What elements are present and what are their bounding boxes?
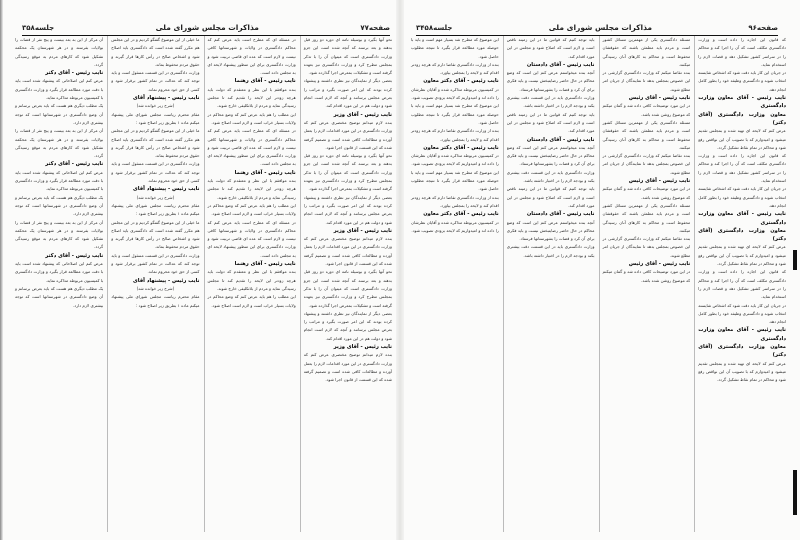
speaker-heading: معاون وزارت دادگستری (آقای دکتر) (698, 111, 786, 126)
page-number: صفحه۷۷ (360, 24, 390, 32)
speaker-heading: نایب رئیس - آقای رهنما (234, 169, 296, 176)
body-paragraph: در مسئله ای که مطرح است باید عرض کنم که محاکم دادگستری در ولایات و شهرستانها کافی نیست و لازم است که عده ای قاضی تربیت شود و وزارت دادگستری برای این منظور پیشنهاد لایحه ای به مجلس داده است. (207, 37, 296, 76)
session-number: جلسه۳۴۵۸ (416, 24, 453, 32)
body-paragraph: آن مرکز از این به بعد بیست و پنج نفر از قضات را بولایات بفرستد و در هر شهرستان یک محکمه تشکیل شود که کارهای مردم به موقع رسیدگی گردد. (15, 219, 104, 250)
body-paragraph: مقام محترم ریاست مجلس شورای ملی پیشنهاد میکنم ماده ۱ بطریق زیر اصلاح شود : (111, 294, 200, 308)
speaker-heading: نایب رئیس - پیشنهاد آقای (133, 277, 200, 284)
body-paragraph: که قانون این اجازه را داده است و وزارت دادگستری مکلف است که آن را اجرا کند و محاکم را در سراسر کشور تشکیل دهد و قضات لازم را استخدام نماید. (698, 37, 786, 67)
stage-note: (شرح زیر خوانده شد) (136, 194, 175, 200)
speaker-heading: نایب رئیس - آقای وزیر (333, 111, 392, 118)
speaker-heading: نایب رئیس - آقای دادستان (526, 136, 595, 143)
body-paragraph: وزارت دادگستری در این قسمت مسئول است و باید توجه کند که عدالت در تمام کشور برقرار شود و کسی از حق خود محروم نماند. (111, 252, 200, 275)
body-paragraph: بنده موافقم با این نظر و معتقدم که دولت باید هرچه زودتر این لایحه را تقدیم کند تا مجلس رسیدگی نماید و مردم از بلاتکلیفی خارج شوند. (207, 86, 296, 109)
speaker-heading: نایب رئیس - آقای وزیر (333, 343, 392, 350)
text-column (204, 36, 296, 532)
speaker-heading: معاون وزارت دادگستری (آقای دکتر) (698, 227, 786, 243)
speaker-heading: نایب رئیس - آقای رهنما (234, 261, 296, 268)
body-paragraph: در جریان این کار باید دقت شود که اشخاص شایسته انتخاب شوند و دادگستری وظیفه خود را بطور کامل انجام دهد. (698, 70, 786, 92)
left-page (0, 0, 398, 540)
body-paragraph: در کمیسیون مربوطه مذاکره شده و آقایان نظرشان را داده اند و امیدواریم که لایحه بزودی تصویب شود. (411, 153, 499, 167)
page-number: صفحه۹۶ (748, 24, 778, 32)
body-paragraph: وزارت دادگستری در این قسمت مسئول است و باید توجه کند که عدالت در تمام کشور برقرار شود و کسی از حق خود محروم نماند. (111, 70, 200, 92)
body-paragraph: وزارت دادگستری باید در این قسمت دقت بیشتری بکند و بودجه لازم را در اختیار داشته باشد. (506, 244, 595, 258)
speaker-heading: نایب رئیس - آقای دکتر معاون (423, 211, 499, 218)
speaker-heading: نایب رئیس - آقای معاون وزارت دادگستری (698, 95, 786, 110)
body-paragraph: ما خیلی از این موضوع گفتگو کردیم و در این مجلس هم مکرر گفته شده است که دادگستری باید اصلاح شود و اشخاص صالح در رأس کارها قرار گیرند و حقوق مردم محفوظ بماند. (111, 37, 200, 67)
body-paragraph: آن مرکز از این به بعد بیست و پنج نفر از قضات را بولایات بفرستد و در هر شهرستان یک محکمه تشکیل شود که کارهای مردم به موقع رسیدگی گردد. (15, 37, 104, 67)
body-paragraph: آن مرکز از این به بعد بیست و پنج نفر از قضات را بولایات بفرستد و در هر شهرستان یک محکمه تشکیل شود که کارهای مردم به موقع رسیدگی گردد. (15, 128, 104, 159)
body-paragraph: بنده لازم میدانم توضیح مختصری عرض کنم که وزارت دادگستری در این مورد اقدامات لازم را بعمل آورده و مطالعات کافی شده است و تصمیم گرفته شده که این قسمت از قانون اجرا شود. (303, 236, 392, 267)
body-paragraph: ما خیلی از این موضوع گفتگو کردیم و در این مجلس هم مکرر گفته شده است که دادگستری باید اصلاح شود و اشخاص صالح در رأس کارها قرار گیرند و حقوق مردم محفوظ بماند. (111, 219, 200, 250)
body-paragraph: عرض کنم این اصلاحاتی که پیشنهاد شده است باید با دقت مورد مطالعه قرار بگیرد و وزارت دادگستری با کمیسیون مربوطه مذاکره نماید. (15, 78, 104, 101)
text-column (503, 36, 595, 532)
body-paragraph: بعضی دیگر از نمایندگان نیز نظری داشتند و پیشنهاد کرده بودند که این امر صورت بگیرد و مراتب را بعرض مجلس برسانند و آنچه که لازم است انجام شود و دولت هم در این مورد اقدام کند. (303, 194, 392, 225)
body-paragraph: یک مطلب دیگری هم هست که باید بعرض برسانم و آن وضع دادگستری در شهرستانها است که توجه بیشتری لازم دارد. (15, 285, 104, 308)
body-paragraph: عرض کنم که لایحه ای تهیه شده و بمجلس تقدیم میشود و امیدوارم که با تصویب آن این نواقص رفع شود و محاکم در تمام نقاط تشکیل گردد. (698, 360, 786, 383)
body-paragraph: عرض کنم این اصلاحاتی که پیشنهاد شده است باید با دقت مورد مطالعه قرار بگیرد و وزارت دادگستری با کمیسیون مربوطه مذاکره نماید. (15, 169, 104, 192)
text-column (694, 36, 786, 532)
body-paragraph: در این مورد توضیحات کافی داده شد و گمان میکنم که موضوع روشن شده باشد. (602, 103, 691, 117)
body-paragraph: آنچه بنده میخواستم عرض کنم این است که وضع محاکم در حال حاضر رضایتبخش نیست و باید فکری برای آن کرد و قضات را بشهرستانها فرستاد. (506, 144, 595, 167)
body-paragraph: بنده از وزارت دادگستری تقاضا دارم که هرچه زودتر اقدام کند و لایحه را بمجلس بیاورد. (411, 128, 499, 142)
text-column (300, 36, 392, 532)
body-paragraph: بنده از وزارت دادگستری تقاضا دارم که هرچه زودتر اقدام کند و لایحه را بمجلس بیاورد. (411, 194, 499, 208)
body-paragraph: مقام محترم ریاست مجلس شورای ملی پیشنهاد میکنم ماده ۱ بطریق زیر اصلاح شود : (111, 202, 200, 217)
body-paragraph: در جریان این کار باید دقت شود که اشخاص شایسته انتخاب شوند و دادگستری وظیفه خود را بطور کامل انجام دهد. (698, 186, 786, 208)
body-paragraph: بنده تقاضا میکنم که وزارت دادگستری گزارشی در این خصوص بمجلس بدهد تا نمایندگان از جریان امر مطلع شوند. (602, 153, 691, 175)
body-paragraph: بعضی دیگر از نمایندگان نیز نظری داشتند و پیشنهاد کرده بودند که این امر صورت بگیرد و مراتب را بعرض مجلس برسانند و آنچه که لازم است انجام شود و دولت هم در این مورد اقدام کند. (303, 310, 392, 341)
body-paragraph: بنده لازم میدانم توضیح مختصری عرض کنم که وزارت دادگستری در این مورد اقدامات لازم را بعمل آورده و مطالعات کافی شده است و تصمیم گرفته شده که این قسمت از قانون اجرا شود. (303, 352, 392, 383)
body-paragraph: این موضوع که مطرح شد بسیار مهم است و باید با حوصله مورد مطالعه قرار بگیرد تا نتیجه مطلوب حاصل شود. (411, 37, 499, 59)
body-paragraph: آنچه بنده میخواستم عرض کنم این است که وضع محاکم در حال حاضر رضایتبخش نیست و باید فکری برای آن کرد و قضات را بشهرستانها فرستاد. (506, 70, 595, 92)
body-paragraph: آنچه بنده میخواستم عرض کنم این است که وضع محاکم در حال حاضر رضایتبخش نیست و باید فکری برای آن کرد و قضات را بشهرستانها فرستاد. (506, 219, 595, 242)
text-column (107, 36, 199, 532)
stage-note: (شرح زیر خوانده شد) (136, 103, 175, 109)
speaker-heading: نایب رئیس - آقای رئیس (628, 178, 691, 185)
body-paragraph: مسئله دادگستری یکی از مهمترین مسائل کشور است و مردم باید مطمئن باشند که حقوقشان محفوظ است و محاکم به کارهای آنان رسیدگی میکنند. (602, 202, 691, 233)
body-paragraph: بنده موافقم با این نظر و معتقدم که دولت باید هرچه زودتر این لایحه را تقدیم کند تا مجلس رسیدگی نماید و مردم از بلاتکلیفی خارج شوند. (207, 269, 296, 291)
body-paragraph: بنده تقاضا میکنم که وزارت دادگستری گزارشی در این خصوص بمجلس بدهد تا نمایندگان از جریان امر مطلع شوند. (602, 70, 691, 92)
body-paragraph: که قانون این اجازه را داده است و وزارت دادگستری مکلف است که آن را اجرا کند و محاکم را در سراسر کشور تشکیل دهد و قضات لازم را استخدام نماید. (698, 153, 786, 184)
text-columns (12, 36, 392, 532)
body-paragraph: در جریان این کار باید دقت شود که اشخاص شایسته انتخاب شوند و دادگستری وظیفه خود را بطور کامل انجام دهد. (698, 302, 786, 325)
speaker-heading: نایب رئیس - پیشنهاد آقای (133, 186, 200, 193)
body-paragraph: این مطلب را هم باید عرض کنم که وضع محاکم در ولایات بسیار خراب است و لازم است اصلاح شود. (207, 294, 296, 308)
body-paragraph: بعضی دیگر از نمایندگان نیز نظری داشتند و پیشنهاد کرده بودند که این امر صورت بگیرد و مراتب را بعرض مجلس برسانند و آنچه که لازم است انجام شود و دولت هم در این مورد اقدام کند. (303, 78, 392, 109)
speaker-heading: نایب رئیس - پیشنهاد آقای (133, 95, 200, 102)
body-paragraph: وزارت دادگستری در این قسمت مسئول است و باید توجه کند که عدالت در تمام کشور برقرار شود و کسی از حق خود محروم نماند. (111, 161, 200, 184)
body-paragraph: عرض کنم که لایحه ای تهیه شده و بمجلس تقدیم میشود و امیدوارم که با تصویب آن این نواقص رفع شود و محاکم در تمام نقاط تشکیل گردد. (698, 244, 786, 267)
body-paragraph: این مطلب را هم باید عرض کنم که وضع محاکم در ولایات بسیار خراب است و لازم است اصلاح شود. (207, 202, 296, 217)
speaker-heading: نایب رئیس - آقای دادستان (526, 211, 595, 218)
body-paragraph: این موضوع که مطرح شد بسیار مهم است و باید با حوصله مورد مطالعه قرار بگیرد تا نتیجه مطلوب حاصل شود. (411, 169, 499, 192)
body-paragraph: مقام محترم ریاست مجلس شورای ملی پیشنهاد میکنم ماده ۱ بطریق زیر اصلاح شود : (111, 111, 200, 125)
stage-note: (شرح زیر خوانده شد) (136, 285, 175, 291)
speaker-heading: نایب رئیس - آقای دکتر (45, 70, 104, 77)
speaker-heading: نایب رئیس - آقای معاون وزارت دادگستری (698, 211, 786, 226)
speaker-heading: نایب رئیس - آقای دکتر معاون (423, 78, 499, 85)
body-paragraph: مسئله دادگستری یکی از مهمترین مسائل کشور است و مردم باید مطمئن باشند که حقوقشان محفوظ است و محاکم به کارهای آنان رسیدگی میکنند. (602, 37, 691, 67)
session-number: جلسه۳۵۸ (22, 24, 55, 32)
body-paragraph: در این مورد توضیحات کافی داده شد و گمان میکنم که موضوع روشن شده باشد. (602, 269, 691, 283)
body-paragraph: در کمیسیون مربوطه مذاکره شده و آقایان نظرشان را داده اند و امیدواریم که لایحه بزودی تصویب شود. (411, 219, 499, 233)
body-paragraph: این مطلب را هم باید عرض کنم که وضع محاکم در ولایات بسیار خراب است و لازم است اصلاح شود. (207, 111, 296, 125)
speaker-heading: نایب رئیس - آقای دکتر (45, 161, 104, 168)
body-paragraph: عرض کنم این اصلاحاتی که پیشنهاد شده است باید با دقت مورد مطالعه قرار بگیرد و وزارت دادگستری با کمیسیون مربوطه مذاکره نماید. (15, 261, 104, 283)
scan-edge-mark (793, 470, 797, 515)
speaker-heading: نایب رئیس - آقای معاون وزارت دادگستری (698, 327, 786, 342)
text-column (12, 36, 103, 532)
speaker-heading: نایب رئیس - آقای دکتر معاون (423, 144, 499, 151)
body-paragraph: بنده تقاضا میکنم که وزارت دادگستری گزارشی در این خصوص بمجلس بدهد تا نمایندگان از جریان امر مطلع شوند. (602, 236, 691, 258)
right-page (402, 0, 800, 540)
body-paragraph: عرض کنم که لایحه ای تهیه شده و بمجلس تقدیم میشود و امیدوارم که با تصویب آن این نواقص رفع شود و محاکم در تمام نقاط تشکیل گردد. (698, 128, 786, 150)
body-paragraph: بنده لازم میدانم توضیح مختصری عرض کنم که وزارت دادگستری در این مورد اقدامات لازم را بعمل آورده و مطالعات کافی شده است و تصمیم گرفته شده که این قسمت از قانون اجرا شود. (303, 119, 392, 150)
body-paragraph: یک مطلب دیگری هم هست که باید بعرض برسانم و آن وضع دادگستری در شهرستانها است که توجه بیشتری لازم دارد. (15, 103, 104, 125)
body-paragraph: باید توجه کنیم که قوانین ما در این زمینه ناقص است و لازم است که اصلاح شود و مجلس در این مورد اقدام کند. (506, 111, 595, 134)
body-paragraph: وزارت دادگستری باید در این قسمت دقت بیشتری بکند و بودجه لازم را در اختیار داشته باشد. (506, 169, 595, 184)
journal-title: مذاکرات مجلس شورای ملی (548, 23, 653, 32)
text-columns (408, 36, 786, 532)
body-paragraph: در این مورد توضیحات کافی داده شد و گمان میکنم که موضوع روشن شده باشد. (602, 186, 691, 200)
body-paragraph: این موضوع که مطرح شد بسیار مهم است و باید با حوصله مورد مطالعه قرار بگیرد تا نتیجه مطلوب حاصل شود. (411, 103, 499, 125)
body-paragraph: مسئله دادگستری یکی از مهمترین مسائل کشور است و مردم باید مطمئن باشند که حقوقشان محفوظ است و محاکم به کارهای آنان رسیدگی میکنند. (602, 119, 691, 150)
speaker-heading: نایب رئیس - آقای رهنما (234, 78, 296, 85)
body-paragraph: وزارت دادگستری باید در این قسمت دقت بیشتری بکند و بودجه لازم را در اختیار داشته باشد. (506, 95, 595, 109)
body-paragraph: بنده موافقم با این نظر و معتقدم که دولت باید هرچه زودتر این لایحه را تقدیم کند تا مجلس رسیدگی نماید و مردم از بلاتکلیفی خارج شوند. (207, 178, 296, 200)
body-paragraph: در مسئله ای که مطرح است باید عرض کنم که محاکم دادگستری در ولایات و شهرستانها کافی نیست و لازم است که عده ای قاضی تربیت شود و وزارت دادگستری برای این منظور پیشنهاد لایحه ای به مجلس داده است. (207, 128, 296, 167)
page-header (22, 18, 390, 32)
body-paragraph: در مسئله ای که مطرح است باید عرض کنم که محاکم دادگستری در ولایات و شهرستانها کافی نیست و لازم است که عده ای قاضی تربیت شود و وزارت دادگستری برای این منظور پیشنهاد لایحه ای به مجلس داده است. (207, 219, 296, 258)
body-paragraph: بنده از وزارت دادگستری تقاضا دارم که هرچه زودتر اقدام کند و لایحه را بمجلس بیاورد. (411, 61, 499, 76)
page-header (416, 18, 778, 32)
body-paragraph: که قانون این اجازه را داده است و وزارت دادگستری مکلف است که آن را اجرا کند و محاکم را در سراسر کشور تشکیل دهد و قضات لازم را استخدام نماید. (698, 269, 786, 300)
speaker-heading: نایب رئیس - آقای دادستان (526, 61, 595, 68)
body-paragraph: باید توجه کنیم که قوانین ما در این زمینه ناقص است و لازم است که اصلاح شود و مجلس در این مورد اقدام کند. (506, 186, 595, 208)
speaker-heading: نایب رئیس - آقای رئیس (628, 95, 691, 102)
body-paragraph: یک مطلب دیگری هم هست که باید بعرض برسانم و آن وضع دادگستری در شهرستانها است که توجه بیشتری لازم دارد. (15, 194, 104, 217)
journal-title: مذاکرات مجلس شورای ملی (155, 23, 259, 32)
body-paragraph: نحو آنها بگیرد و بوسیله نامه ای دوره دو روز قبل بدهند و بعد برسند که آنچه شده است این جزو وزارت دادگستری است که میتوان آن را با تذکر بمجلس مطرح کرد و وزارت دادگستری نیز بعهده گرفته است و تشکیلات بمعرض اجرا گذارده شود. (303, 153, 392, 192)
body-paragraph: نحو آنها بگیرد و بوسیله نامه ای دوره دو روز قبل بدهند و بعد برسند که آنچه شده است این جزو وزارت دادگستری است که میتوان آن را با تذکر بمجلس مطرح کرد و وزارت دادگستری نیز بعهده گرفته است و تشکیلات بمعرض اجرا گذارده شود. (303, 37, 392, 76)
text-column (408, 36, 499, 532)
scan-edge-mark (793, 250, 797, 270)
speaker-heading: نایب رئیس - آقای وزیر (333, 227, 392, 234)
speaker-heading: معاون وزارت دادگستری (آقای دکتر) (698, 343, 786, 359)
body-paragraph: ما خیلی از این موضوع گفتگو کردیم و در این مجلس هم مکرر گفته شده است که دادگستری باید اصلاح شود و اشخاص صالح در رأس کارها قرار گیرند و حقوق مردم محفوظ بماند. (111, 128, 200, 159)
speaker-heading: نایب رئیس - آقای دکتر (45, 252, 104, 259)
body-paragraph: نحو آنها بگیرد و بوسیله نامه ای دوره دو روز قبل بدهند و بعد برسند که آنچه شده است این جزو وزارت دادگستری است که میتوان آن را با تذکر بمجلس مطرح کرد و وزارت دادگستری نیز بعهده گرفته است و تشکیلات بمعرض اجرا گذارده شود. (303, 269, 392, 308)
body-paragraph: باید توجه کنیم که قوانین ما در این زمینه ناقص است و لازم است که اصلاح شود و مجلس در این مورد اقدام کند. (506, 37, 595, 59)
speaker-heading: نایب رئیس - آقای رئیس (628, 261, 691, 268)
text-column (599, 36, 691, 532)
body-paragraph: در کمیسیون مربوطه مذاکره شده و آقایان نظرشان را داده اند و امیدواریم که لایحه بزودی تصویب شود. (411, 86, 499, 101)
